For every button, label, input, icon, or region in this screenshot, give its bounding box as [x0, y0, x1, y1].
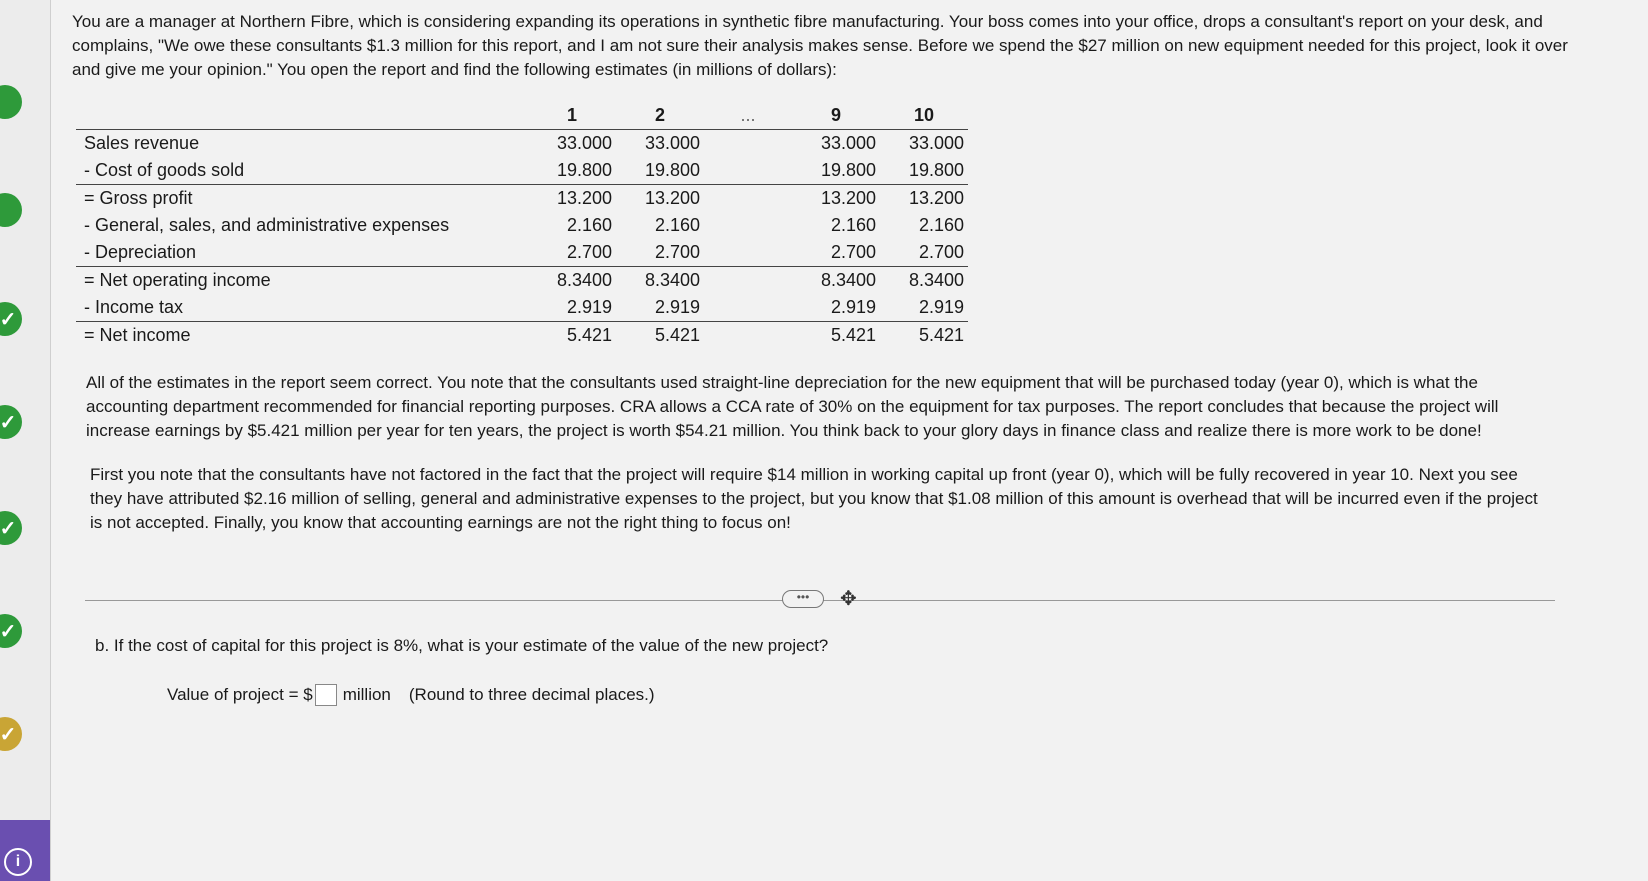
table-header-blank	[76, 102, 528, 130]
partial-check-icon: ✓	[0, 723, 17, 746]
table-header-row	[76, 102, 968, 130]
question-text: b. If the cost of capital for this project is 8%, what is your estimate of the value of the new project?	[95, 636, 829, 655]
table-cell: 33.000	[820, 133, 876, 153]
table-cell: 5.421	[528, 322, 616, 350]
table-row	[76, 130, 968, 158]
question-status-check-icon[interactable]	[0, 302, 22, 336]
table-cell: 19.800	[820, 160, 876, 180]
table-cell: 2.160	[830, 215, 876, 235]
row-label: - Income tax	[84, 297, 184, 317]
table-cell: 2.160	[566, 215, 612, 235]
table-row	[76, 294, 968, 322]
info-icon: i	[4, 848, 32, 876]
question-status-check-icon[interactable]	[0, 193, 22, 227]
table-cell: 2.700	[918, 242, 964, 262]
table-cell: 2.919	[830, 297, 876, 317]
table-cell: 2.919	[566, 297, 612, 317]
intro-paragraph: You are a manager at Northern Fibre, which is considering expanding its operations in synthetic fibre manufacturing. Your boss comes into your office, drops a consultant's report on your desk, and complains, "We owe these consultants $1.3 million for this report, and I am not sure their analysis makes sense. Before we spend the $27 million on new equipment needed for this project, look it over and give me your opinion." You open the report and find the following estimates (in millions of dollars):	[72, 12, 1568, 79]
table-cell: 8.3400	[880, 267, 968, 295]
table-cell: 33.000	[908, 133, 964, 153]
check-icon: ✓	[0, 620, 17, 643]
table-row	[76, 185, 968, 213]
move-icon[interactable]: ✥	[840, 588, 857, 610]
table-row	[76, 212, 968, 239]
answer-prefix: Value of project = $	[167, 685, 313, 704]
question-status-check-icon[interactable]	[0, 85, 22, 119]
table-cell: 13.200	[880, 185, 968, 213]
table-cell: 2.700	[654, 242, 700, 262]
table-cell: 8.3400	[528, 267, 616, 295]
row-label: - General, sales, and administrative expenses	[84, 215, 450, 235]
question-nav-sidebar	[0, 0, 51, 881]
table-cell: 5.421	[880, 322, 968, 350]
table-cell: 13.200	[528, 185, 616, 213]
row-label: = Net operating income	[76, 267, 528, 295]
table-cell: 33.000	[556, 133, 612, 153]
row-label: = Gross profit	[76, 185, 528, 213]
check-icon: ✓	[0, 411, 17, 434]
column-header: 1	[528, 102, 616, 130]
row-label: - Depreciation	[84, 242, 197, 262]
row-label: - Cost of goods sold	[84, 160, 245, 180]
question-status-check-icon[interactable]	[0, 511, 22, 545]
table-row	[76, 267, 968, 295]
expand-more-button[interactable]: •••	[782, 590, 824, 608]
current-question-indicator[interactable]	[0, 820, 50, 881]
value-of-project-input[interactable]	[315, 684, 337, 706]
check-icon: ✓	[0, 308, 17, 331]
answer-unit: million	[342, 685, 391, 704]
table-cell: 2.919	[918, 297, 964, 317]
table-cell: 13.200	[792, 185, 880, 213]
table-row	[76, 239, 968, 267]
question-status-check-icon[interactable]	[0, 405, 22, 439]
table-row	[76, 322, 968, 350]
column-header: 9	[792, 102, 880, 130]
table-cell: 19.800	[908, 160, 964, 180]
rounding-hint: (Round to three decimal places.)	[408, 685, 655, 704]
table-cell: 33.000	[644, 133, 700, 153]
table-cell: 13.200	[616, 185, 704, 213]
table-cell: 2.919	[654, 297, 700, 317]
column-header: 10	[880, 102, 968, 130]
table-cell: 5.421	[616, 322, 704, 350]
table-cell: 2.700	[830, 242, 876, 262]
table-cell: 2.160	[654, 215, 700, 235]
analysis-paragraph: All of the estimates in the report seem correct. You note that the consultants used straight-line depreciation for the new equipment that will be purchased today (year 0), which is what the accounting department recommended for financial reporting purposes. CRA allows a CCA rate of 30% on the equipment for tax purposes. The report concludes that because the project will increase earnings by $5.421 million per year for ten years, the project is worth $54.21 million. You think back to your glory days in finance class and realize there is more work to be done!	[86, 373, 1499, 440]
table-cell: 8.3400	[792, 267, 880, 295]
question-status-partial-icon[interactable]	[0, 717, 22, 751]
table-cell: 5.421	[792, 322, 880, 350]
question-status-check-icon[interactable]	[0, 614, 22, 648]
consultant-estimates-table	[76, 102, 968, 349]
adjustments-paragraph: First you note that the consultants have not factored in the fact that the project will require $14 million in working capital up front (year 0), which will be fully recovered in year 10. Next you see they have attributed $2.16 million of selling, general and administrative expenses to the project, but you know that $1.08 million of this amount is overhead that will be incurred even if the project is not accepted. Finally, you know that accounting earnings are not the right thing to focus on!	[90, 465, 1538, 532]
column-header-ellipsis: ...	[704, 102, 792, 130]
table-cell: 8.3400	[616, 267, 704, 295]
check-icon: ✓	[0, 517, 17, 540]
table-row	[76, 157, 968, 185]
row-label: = Net income	[76, 322, 528, 350]
table-cell: 2.160	[918, 215, 964, 235]
question-content	[72, 10, 1632, 535]
column-header: 2	[616, 102, 704, 130]
answer-line	[167, 684, 655, 706]
row-label: Sales revenue	[84, 133, 200, 153]
table-cell: 19.800	[644, 160, 700, 180]
table-cell: 2.700	[566, 242, 612, 262]
table-cell: 19.800	[556, 160, 612, 180]
